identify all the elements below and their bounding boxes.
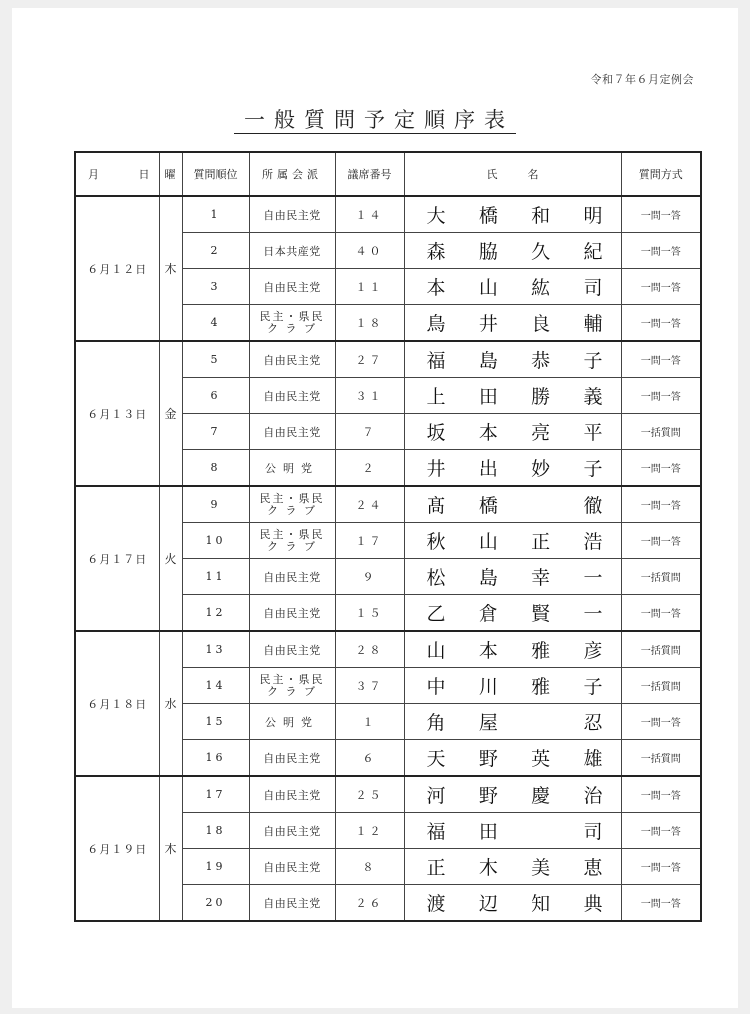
name-char: 雅	[531, 640, 551, 662]
name-char: 彦	[583, 640, 603, 662]
method-cell: 一問一答	[621, 523, 701, 559]
header-order: 質問順位	[182, 152, 249, 196]
name-char: 田	[478, 821, 498, 843]
name-char: 辺	[478, 893, 498, 915]
name-char: 和	[531, 205, 551, 227]
seat-cell: ７	[335, 414, 404, 450]
name-char: 福	[426, 821, 446, 843]
weekday-cell: 金	[159, 341, 182, 486]
seat-cell: １	[335, 704, 404, 740]
name-char: 秋	[426, 531, 446, 553]
method-cell: 一問一答	[621, 595, 701, 632]
name-char: 倉	[478, 603, 498, 625]
name-char: 出	[478, 458, 498, 480]
party-line: 民主・県民	[259, 309, 325, 323]
name-char: 輔	[583, 313, 603, 335]
name-char: 坂	[426, 422, 446, 444]
name-cell	[404, 704, 621, 740]
name-char: 本	[426, 277, 446, 299]
header-party: 所属会派	[249, 152, 335, 196]
table-row	[75, 776, 701, 813]
name-char: 徹	[583, 495, 603, 517]
name-chars	[427, 672, 603, 699]
name-char: 治	[583, 785, 603, 807]
name-cell	[404, 776, 621, 813]
name-char: 中	[426, 676, 446, 698]
name-char: 乙	[426, 603, 446, 625]
header-seat: 議席番号	[335, 152, 404, 196]
date-cell: ６月１９日	[75, 776, 159, 921]
name-char: 脇	[478, 241, 498, 263]
method-cell: 一問一答	[621, 776, 701, 813]
method-cell: 一括質問	[621, 668, 701, 704]
name-cell	[404, 849, 621, 885]
name-char: 明	[583, 205, 603, 227]
document-page	[12, 8, 738, 1008]
name-char: 良	[531, 313, 551, 335]
name-char: 妙	[531, 458, 551, 480]
name-char: 子	[583, 350, 603, 372]
method-cell: 一問一答	[621, 450, 701, 487]
name-cell	[404, 595, 621, 632]
header-month-day	[75, 152, 159, 196]
name-char: 角	[426, 712, 446, 734]
seat-cell: ９	[335, 559, 404, 595]
name-char: 平	[583, 422, 603, 444]
order-cell: 7	[182, 414, 249, 450]
header-row	[75, 152, 701, 196]
party-cell: 自由民主党	[249, 776, 335, 813]
party-cell	[249, 305, 335, 342]
name-char: 天	[426, 748, 446, 770]
header-month: 月	[88, 168, 100, 181]
method-cell: 一問一答	[621, 269, 701, 305]
method-cell: 一括質問	[621, 631, 701, 668]
name-char	[531, 491, 550, 518]
name-chars	[427, 599, 603, 626]
name-char: 紀	[583, 241, 603, 263]
name-cell	[404, 559, 621, 595]
name-cell	[404, 631, 621, 668]
name-char: 久	[531, 241, 551, 263]
name-char: 慶	[531, 785, 551, 807]
seat-cell: ２７	[335, 341, 404, 378]
party-line: ク ラ ブ	[267, 539, 317, 553]
name-cell	[404, 233, 621, 269]
party-cell: 公明党	[249, 704, 335, 740]
method-cell: 一問一答	[621, 196, 701, 233]
date-cell: ６月１２日	[75, 196, 159, 341]
party-line: ク ラ ブ	[267, 684, 317, 698]
name-cell	[404, 668, 621, 704]
party-line: 民主・県民	[259, 491, 325, 505]
name-char: 屋	[478, 712, 498, 734]
name-char	[531, 817, 550, 844]
name-char: 島	[478, 567, 498, 589]
name-char: 森	[426, 241, 446, 263]
name-chars	[427, 491, 603, 518]
order-cell: 13	[182, 631, 249, 668]
order-cell: 2	[182, 233, 249, 269]
name-char: 橋	[478, 495, 498, 517]
name-char: 山	[426, 640, 446, 662]
method-cell: 一括質問	[621, 559, 701, 595]
party-line: 民主・県民	[259, 672, 325, 686]
name-chars	[427, 201, 603, 228]
name-cell	[404, 523, 621, 559]
name-char: 正	[531, 531, 551, 553]
name-char: 木	[478, 857, 498, 879]
name-char: 井	[426, 458, 446, 480]
name-char: 義	[583, 386, 603, 408]
seat-cell: ２	[335, 450, 404, 487]
table-row	[75, 486, 701, 523]
order-cell: 15	[182, 704, 249, 740]
name-char: 髙	[426, 495, 446, 517]
party-line: 民主・県民	[259, 527, 325, 541]
weekday-cell: 木	[159, 196, 182, 341]
party-cell: 自由民主党	[249, 595, 335, 632]
name-chars	[427, 853, 603, 880]
name-cell	[404, 450, 621, 487]
date-cell: ６月１３日	[75, 341, 159, 486]
header-name: 氏名	[404, 152, 621, 196]
seat-cell: １２	[335, 813, 404, 849]
date-group	[75, 631, 701, 776]
name-char: 本	[478, 422, 498, 444]
order-cell: 19	[182, 849, 249, 885]
name-cell	[404, 305, 621, 342]
name-char: 英	[531, 748, 551, 770]
date-group	[75, 196, 701, 341]
seat-cell: １８	[335, 305, 404, 342]
party-cell: 自由民主党	[249, 269, 335, 305]
party-line: ク ラ ブ	[267, 321, 317, 335]
seat-cell: １４	[335, 196, 404, 233]
method-cell: 一括質問	[621, 740, 701, 777]
method-cell: 一問一答	[621, 885, 701, 922]
name-cell	[404, 341, 621, 378]
session-label: 令和７年６月定例会	[590, 73, 694, 86]
order-cell: 14	[182, 668, 249, 704]
name-char	[531, 708, 550, 735]
name-char: 司	[583, 277, 603, 299]
date-group	[75, 341, 701, 486]
name-cell	[404, 269, 621, 305]
title-text: 一般質問予定順序表	[234, 108, 516, 134]
name-chars	[427, 382, 603, 409]
order-cell: 6	[182, 378, 249, 414]
name-char: 浩	[583, 531, 603, 553]
seat-cell: １１	[335, 269, 404, 305]
name-char: 忍	[583, 712, 603, 734]
name-char: 鳥	[426, 313, 446, 335]
name-char: 勝	[531, 386, 551, 408]
name-char: 幸	[531, 567, 551, 589]
order-cell: 20	[182, 885, 249, 922]
seat-cell: ２４	[335, 486, 404, 523]
party-cell	[249, 523, 335, 559]
party-cell: 自由民主党	[249, 414, 335, 450]
order-cell: 12	[182, 595, 249, 632]
name-chars	[427, 889, 603, 916]
name-chars	[427, 346, 603, 373]
date-cell: ６月１８日	[75, 631, 159, 776]
name-char: 賢	[531, 603, 551, 625]
seat-cell: １７	[335, 523, 404, 559]
name-char: 司	[583, 821, 603, 843]
party-cell: 公明党	[249, 450, 335, 487]
name-char: 大	[426, 205, 446, 227]
name-char: 雅	[531, 676, 551, 698]
name-char: 本	[478, 640, 498, 662]
weekday-cell: 木	[159, 776, 182, 921]
name-chars	[427, 781, 603, 808]
order-cell: 18	[182, 813, 249, 849]
name-cell	[404, 378, 621, 414]
header-day: 日	[138, 168, 151, 181]
name-char: 紘	[531, 277, 551, 299]
name-chars	[427, 708, 603, 735]
seat-cell: ２８	[335, 631, 404, 668]
name-char: 上	[426, 386, 446, 408]
name-char: 福	[426, 350, 446, 372]
seat-cell: ２６	[335, 885, 404, 922]
name-cell	[404, 414, 621, 450]
name-char: 一	[583, 603, 603, 625]
party-cell: 自由民主党	[249, 378, 335, 414]
name-char: 恭	[531, 350, 551, 372]
name-char: 正	[426, 857, 446, 879]
date-group	[75, 486, 701, 631]
name-chars	[427, 563, 603, 590]
order-cell: 3	[182, 269, 249, 305]
order-cell: 11	[182, 559, 249, 595]
order-cell: 1	[182, 196, 249, 233]
date-group	[75, 776, 701, 921]
name-char: 一	[583, 567, 603, 589]
name-cell	[404, 196, 621, 233]
party-cell: 自由民主党	[249, 196, 335, 233]
seat-cell: ４０	[335, 233, 404, 269]
party-line: ク ラ ブ	[267, 503, 317, 517]
name-cell	[404, 486, 621, 523]
page-title	[12, 104, 738, 134]
method-cell: 一括質問	[621, 414, 701, 450]
name-char: 子	[583, 458, 603, 480]
seat-cell: １５	[335, 595, 404, 632]
name-char: 典	[583, 893, 603, 915]
name-chars	[427, 744, 603, 771]
name-chars	[427, 454, 603, 481]
party-cell: 自由民主党	[249, 341, 335, 378]
party-cell: 自由民主党	[249, 813, 335, 849]
weekday-cell: 水	[159, 631, 182, 776]
method-cell: 一問一答	[621, 704, 701, 740]
party-cell: 自由民主党	[249, 631, 335, 668]
seat-cell: ３１	[335, 378, 404, 414]
method-cell: 一問一答	[621, 486, 701, 523]
method-cell: 一問一答	[621, 305, 701, 342]
name-char: 雄	[583, 748, 603, 770]
header-weekday: 曜	[159, 152, 182, 196]
name-chars	[427, 237, 603, 264]
party-cell: 自由民主党	[249, 885, 335, 922]
name-cell	[404, 885, 621, 922]
name-chars	[427, 527, 603, 554]
name-cell	[404, 740, 621, 777]
method-cell: 一問一答	[621, 233, 701, 269]
date-cell: ６月１７日	[75, 486, 159, 631]
name-chars	[427, 309, 603, 336]
order-cell: 9	[182, 486, 249, 523]
order-cell: 4	[182, 305, 249, 342]
name-char: 美	[531, 857, 551, 879]
table-row	[75, 631, 701, 668]
order-cell: 17	[182, 776, 249, 813]
name-char: 子	[583, 676, 603, 698]
header-method: 質問方式	[621, 152, 701, 196]
seat-cell: ２５	[335, 776, 404, 813]
name-char: 井	[478, 313, 498, 335]
name-char: 河	[426, 785, 446, 807]
name-char: 渡	[426, 893, 446, 915]
party-cell	[249, 486, 335, 523]
party-cell: 自由民主党	[249, 559, 335, 595]
name-chars	[427, 636, 603, 663]
name-char: 松	[426, 567, 446, 589]
name-char: 橋	[478, 205, 498, 227]
table-row	[75, 341, 701, 378]
party-cell: 自由民主党	[249, 849, 335, 885]
party-cell: 日本共産党	[249, 233, 335, 269]
seat-cell: ８	[335, 849, 404, 885]
party-cell	[249, 668, 335, 704]
name-chars	[427, 418, 603, 445]
name-char: 島	[478, 350, 498, 372]
party-cell: 自由民主党	[249, 740, 335, 777]
name-cell	[404, 813, 621, 849]
method-cell: 一問一答	[621, 341, 701, 378]
name-char: 山	[478, 277, 498, 299]
seat-cell: ６	[335, 740, 404, 777]
name-chars	[427, 817, 603, 844]
name-char: 川	[478, 676, 498, 698]
name-char: 知	[531, 893, 551, 915]
name-char: 野	[478, 785, 498, 807]
order-cell: 16	[182, 740, 249, 777]
seat-cell: ３７	[335, 668, 404, 704]
name-char: 亮	[531, 422, 551, 444]
order-cell: 8	[182, 450, 249, 487]
weekday-cell: 火	[159, 486, 182, 631]
order-cell: 10	[182, 523, 249, 559]
name-char: 田	[478, 386, 498, 408]
table-row	[75, 196, 701, 233]
method-cell: 一問一答	[621, 849, 701, 885]
name-chars	[427, 273, 603, 300]
name-char: 山	[478, 531, 498, 553]
method-cell: 一問一答	[621, 378, 701, 414]
name-char: 恵	[583, 857, 603, 879]
order-cell: 5	[182, 341, 249, 378]
name-char: 野	[478, 748, 498, 770]
method-cell: 一問一答	[621, 813, 701, 849]
schedule-table	[74, 151, 702, 922]
